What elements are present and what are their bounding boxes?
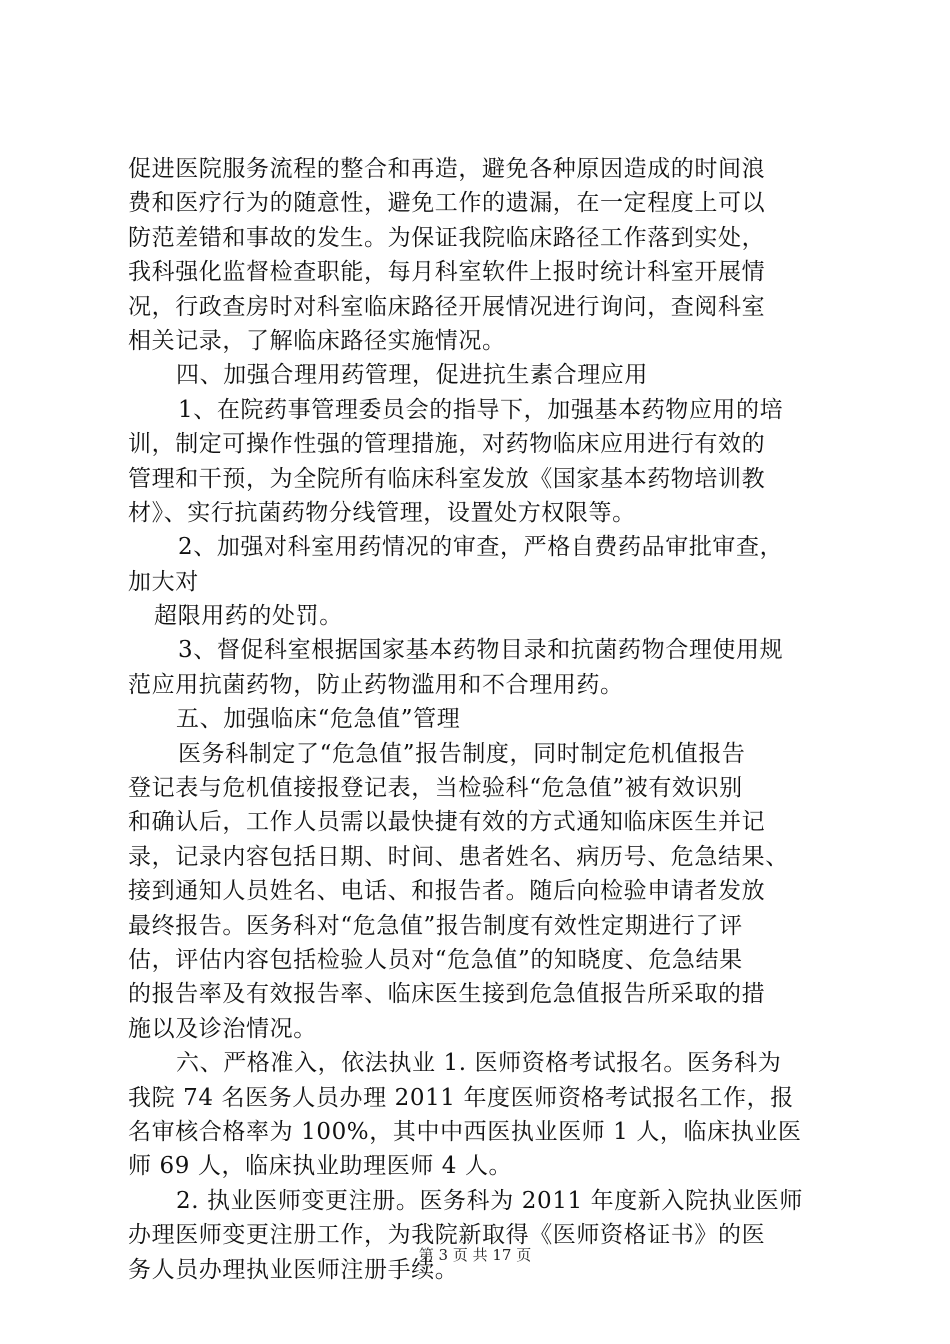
text-line: 接到通知人员姓名、电话、和报告者。随后向检验申请者发放	[128, 878, 766, 905]
text-line: 我院 74 名医务人员办理 2011 年度医师资格考试报名工作，报	[128, 1084, 794, 1111]
text-line: 务人员办理执业医师注册手续。	[128, 1256, 459, 1283]
text-line: 相关记录，了解临床路径实施情况。	[128, 327, 506, 354]
section-heading: 四、加强合理用药管理，促进抗生素合理应用	[176, 362, 648, 389]
section-heading: 五、加强临床“危急值”管理	[176, 706, 461, 733]
text-line: 师 69 人，临床执业助理医师 4 人。	[128, 1153, 513, 1180]
text-line: 2. 执业医师变更注册。医务科为 2011 年度新入院执业医师	[176, 1187, 804, 1214]
text-line: 防范差错和事故的发生。为保证我院临床路径工作落到实处，	[128, 224, 766, 251]
section-heading: 六、严格准入，依法执业 1. 医师资格考试报名。医务科为	[176, 1050, 782, 1077]
text-line: 办理医师变更注册工作，为我院新取得《医师资格证书》的医	[128, 1222, 766, 1249]
text-line: 超限用药的处罚。	[154, 603, 343, 630]
text-line: 登记表与危机值接报登记表，当检验科“危急值”被有效识别	[128, 775, 743, 802]
text-line: 3、督促科室根据国家基本药物目录和抗菌药物合理使用规	[178, 637, 784, 664]
text-line: 2、加强对科室用药情况的审查，严格自费药品审批审查，	[178, 534, 784, 561]
text-line: 的报告率及有效报告率、临床医生接到危急值报告所采取的措	[128, 981, 766, 1008]
text-line: 况，行政查房时对科室临床路径开展情况进行询问，查阅科室	[128, 293, 766, 320]
text-line: 管理和干预，为全院所有临床科室发放《国家基本药物培训教	[128, 465, 766, 492]
text-line: 录，记录内容包括日期、时间、患者姓名、病历号、危急结果、	[128, 843, 789, 870]
text-line: 估，评估内容包括检验人员对“危急值”的知晓度、危急结果	[128, 946, 743, 973]
text-line: 我科强化监督检查职能，每月科室软件上报时统计科室开展情	[128, 259, 766, 286]
text-line: 最终报告。医务科对“危急值”报告制度有效性定期进行了评	[128, 912, 743, 939]
text-line: 材》、实行抗菌药物分线管理，设置处方权限等。	[128, 499, 636, 526]
text-line: 费和医疗行为的随意性，避免工作的遗漏，在一定程度上可以	[128, 190, 766, 217]
text-line: 名审核合格率为 100%，其中中西医执业医师 1 人，临床执业医	[128, 1118, 802, 1145]
text-line: 训，制定可操作性强的管理措施，对药物临床应用进行有效的	[128, 431, 766, 458]
text-line: 施以及诊治情况。	[128, 1015, 317, 1042]
text-line: 范应用抗菌药物，防止药物滥用和不合理用药。	[128, 671, 624, 698]
document-body	[128, 152, 834, 1287]
text-line: 加大对	[128, 568, 199, 595]
text-line: 1、在院药事管理委员会的指导下，加强基本药物应用的培	[178, 396, 784, 423]
text-line: 和确认后，工作人员需以最快捷有效的方式通知临床医生并记	[128, 809, 766, 836]
page-number-footer: 第 3 页 共 17 页	[418, 1246, 532, 1264]
text-line: 促进医院服务流程的整合和再造，避免各种原因造成的时间浪	[128, 156, 766, 182]
text-line: 医务科制定了“危急值”报告制度，同时制定危机值报告	[178, 740, 746, 767]
